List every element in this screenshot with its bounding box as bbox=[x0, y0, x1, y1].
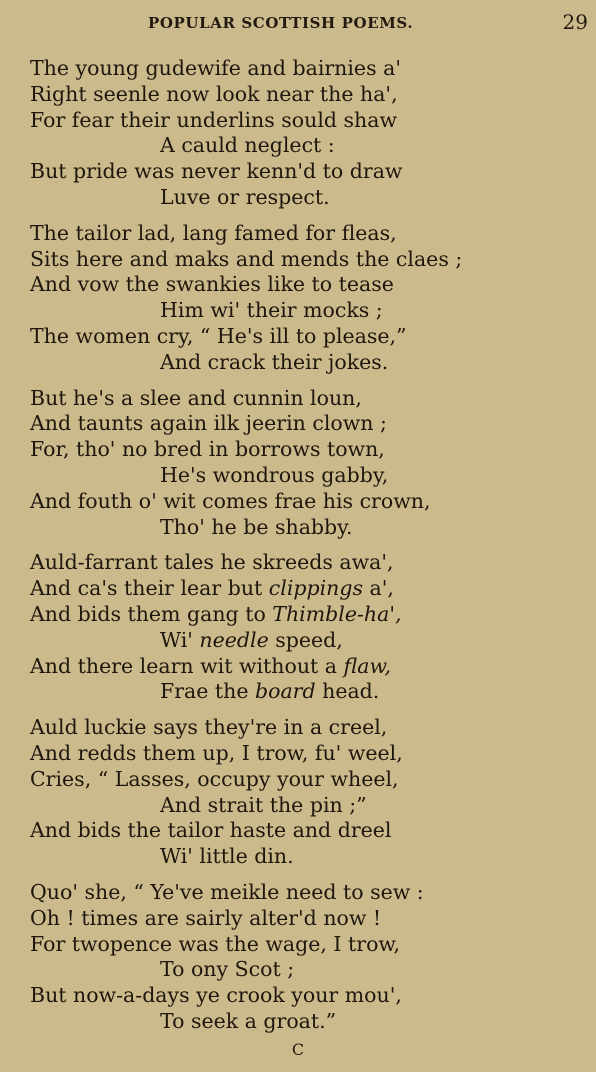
poem-line bbox=[30, 550, 590, 576]
line-text: Auld-farrant tales he skreeds awa', bbox=[30, 550, 394, 575]
stanza bbox=[30, 386, 590, 541]
poem-line bbox=[30, 767, 590, 793]
poem-line bbox=[30, 844, 590, 870]
poem-line bbox=[30, 247, 590, 273]
poem-line bbox=[30, 576, 590, 602]
line-text: Frae the bbox=[160, 679, 255, 704]
line-text: For, tho' no bred in borrows town, bbox=[30, 437, 385, 462]
poem-line bbox=[30, 133, 590, 159]
line-text: And strait the pin ;” bbox=[160, 792, 367, 817]
stanza bbox=[30, 715, 590, 870]
line-text: And fouth o' wit comes frae his crown, bbox=[30, 488, 431, 513]
line-text: And vow the swankies like to tease bbox=[30, 272, 394, 297]
line-italic-text: board bbox=[254, 679, 316, 704]
running-title: POPULAR SCOTTISH POEMS. bbox=[148, 14, 414, 32]
line-text: And crack their jokes. bbox=[160, 349, 389, 374]
poem-line bbox=[30, 386, 590, 412]
line-after-text: speed, bbox=[268, 627, 343, 652]
line-text: And bids the tailor haste and dreel bbox=[30, 818, 392, 843]
poem-line bbox=[30, 654, 590, 680]
poem-line bbox=[30, 437, 590, 463]
line-text: Wi' little din. bbox=[160, 844, 294, 869]
line-text: But now-a-days ye crook your mou', bbox=[30, 983, 402, 1008]
poem-line bbox=[30, 56, 590, 82]
poem-line bbox=[30, 272, 590, 298]
line-text: Him wi' their mocks ; bbox=[160, 298, 383, 323]
line-italic-text: clippings bbox=[268, 576, 364, 601]
line-text: But he's a slee and cunnin loun, bbox=[30, 385, 362, 410]
poem-line bbox=[30, 463, 590, 489]
poem-line bbox=[30, 350, 590, 376]
poem-line bbox=[30, 679, 590, 705]
poem-line bbox=[30, 159, 590, 185]
line-text: Cries, “ Lasses, occupy your wheel, bbox=[30, 766, 399, 791]
line-after-text: a', bbox=[363, 576, 394, 601]
line-text: The young gudewife and bairnies a' bbox=[30, 56, 401, 80]
poem-line bbox=[30, 108, 590, 134]
poem-line bbox=[30, 628, 590, 654]
poem-line bbox=[30, 715, 590, 741]
poem-line bbox=[30, 82, 590, 108]
line-text: Oh ! times are sairly alter'd now ! bbox=[30, 905, 382, 930]
line-text: For twopence was the wage, I trow, bbox=[30, 931, 401, 956]
line-text: Right seenle now look near the ha', bbox=[30, 81, 398, 106]
poem-line bbox=[30, 489, 590, 515]
line-text: To seek a groat.” bbox=[160, 1008, 337, 1033]
poem-line bbox=[30, 298, 590, 324]
poem-line bbox=[30, 185, 590, 211]
poem-line bbox=[30, 906, 590, 932]
line-text: A cauld neglect : bbox=[160, 133, 335, 158]
line-after-text: head. bbox=[315, 679, 380, 704]
stanza bbox=[30, 221, 590, 376]
line-text: Tho' he be shabby. bbox=[160, 514, 353, 539]
stanza bbox=[30, 56, 590, 211]
line-text: Wi' bbox=[160, 627, 200, 652]
poem-line bbox=[30, 411, 590, 437]
poem-line bbox=[30, 957, 590, 983]
line-text: Auld luckie says they're in a creel, bbox=[30, 715, 388, 740]
stanza bbox=[30, 550, 590, 705]
line-text: The women cry, “ He's ill to please,” bbox=[30, 323, 407, 348]
stanza bbox=[30, 880, 590, 1035]
line-text: And bids them gang to bbox=[30, 601, 273, 626]
poem-line bbox=[30, 793, 590, 819]
poem-line bbox=[30, 221, 590, 247]
line-italic-text: Thimble-ha', bbox=[272, 601, 402, 626]
poem-line bbox=[30, 880, 590, 906]
line-text: For fear their underlins sould shaw bbox=[30, 107, 398, 132]
line-italic-text: flaw, bbox=[343, 653, 392, 678]
line-text: And taunts again ilk jeerin clown ; bbox=[30, 411, 387, 436]
poem-line bbox=[30, 983, 590, 1009]
line-text: To ony Scot ; bbox=[160, 957, 295, 982]
line-text: Luve or respect. bbox=[160, 184, 330, 209]
signature-mark: C bbox=[291, 1040, 305, 1059]
poem-line bbox=[30, 324, 590, 350]
line-text: The tailor lad, lang famed for fleas, bbox=[30, 220, 397, 245]
poem-body bbox=[30, 56, 590, 1045]
line-text: He's wondrous gabby, bbox=[160, 462, 389, 487]
line-text: Quo' she, “ Ye've meikle need to sew : bbox=[30, 879, 424, 904]
page-header bbox=[0, 8, 596, 38]
poem-line bbox=[30, 932, 590, 958]
poem-line bbox=[30, 818, 590, 844]
poem-line bbox=[30, 741, 590, 767]
line-text: Sits here and maks and mends the claes ; bbox=[30, 246, 463, 271]
line-text: And redds them up, I trow, fu' weel, bbox=[30, 740, 403, 765]
poem-line bbox=[30, 602, 590, 628]
page-number: 29 bbox=[562, 10, 588, 34]
poem-line bbox=[30, 515, 590, 541]
poem-line bbox=[30, 1009, 590, 1035]
line-text: And ca's their lear but bbox=[30, 576, 269, 601]
line-italic-text: needle bbox=[199, 627, 269, 652]
line-text: But pride was never kenn'd to draw bbox=[30, 159, 403, 184]
line-text: And there learn wit without a bbox=[30, 653, 344, 678]
